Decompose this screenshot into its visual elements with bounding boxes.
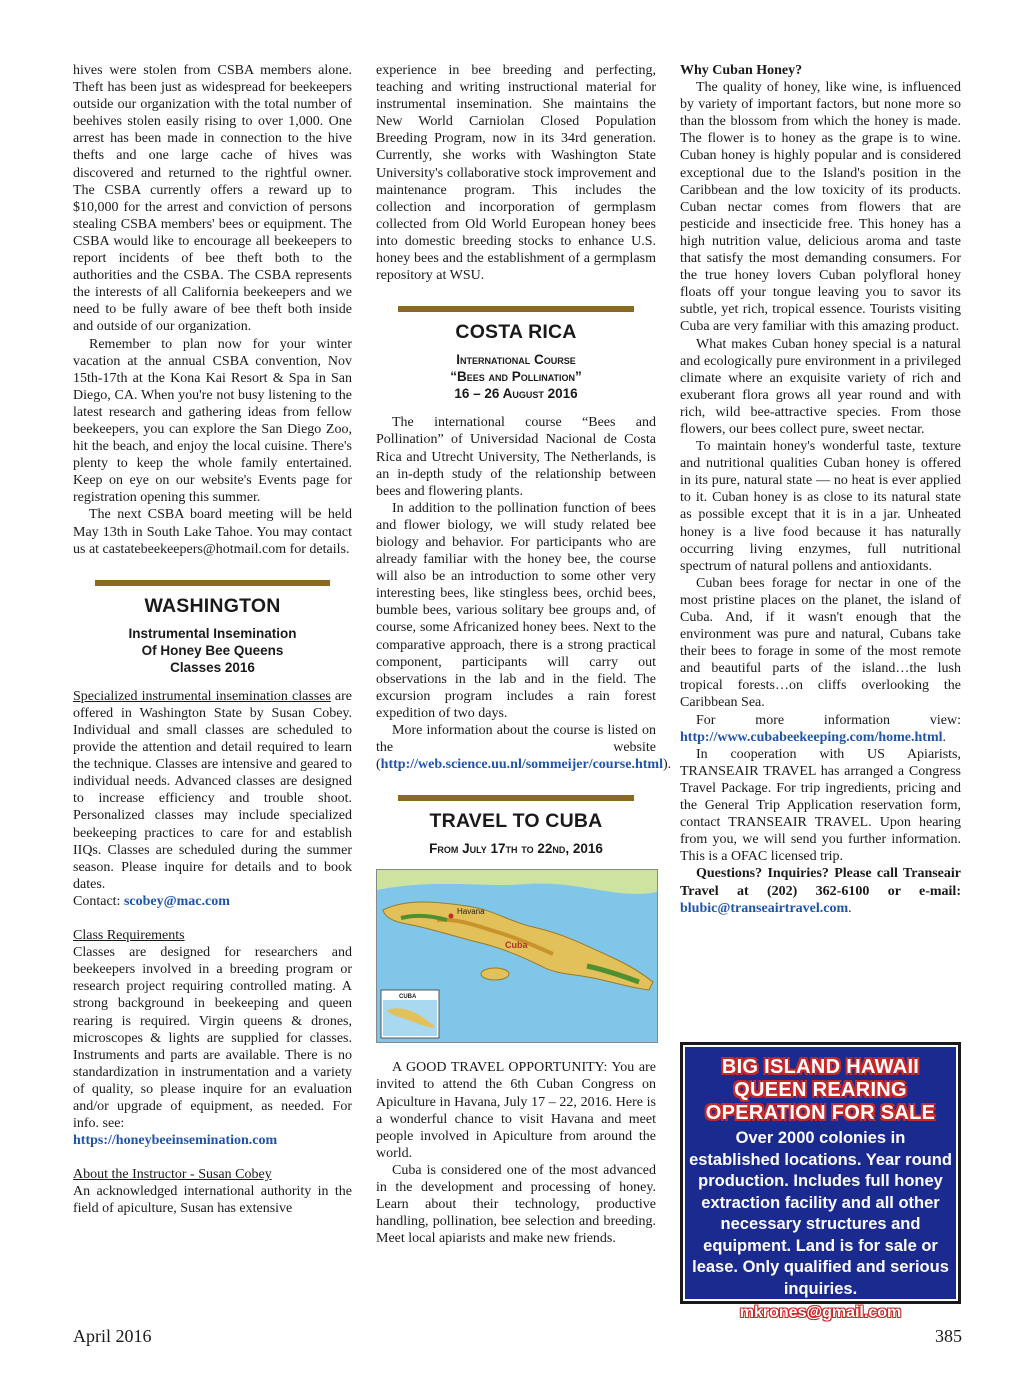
csba-paragraph-1: hives were stolen from CSBA members alone. Theft has been just as widespread for beekeepers outside our organization with the total number of beehives stolen easily rising to over 1,000. One arrest has been made in connection to the hive thefts and one large cache of hives was discovered and returned to the rightful owner. The CSBA currently offers a reward up to $10,000 for the arrest and conviction of persons stealing CSBA members' bees or equipment. The CSBA would like to encourage all beekeepers to report incidents of bee theft both to the authorities and the CSBA. The CSBA represents the interests of all California beekeepers and we need to be fully aware of bee theft both inside and outside of our organization. <box>73 63 352 335</box>
costa-rica-title: COSTA RICA <box>455 321 577 344</box>
ad-headline-2: QUEEN REARING <box>734 1079 907 1101</box>
csba-paragraph-2: Remember to plan now for your winter vacation at the annual CSBA convention, Nov 15th-17th at the Kona Kai Resort & Spa in San Diego, CA. When you're not busy listening to the latest research and gathering ideas from fellow beekeepers, you can explore the San Diego Zoo, hit the beach, and enjoy the local cuisine. There's plenty to keep the whole family entertained. Keep on eye on our website's Events page for registration opening this summer. <box>73 336 352 506</box>
hawaii-queen-rearing-ad <box>680 1042 961 1321</box>
ad-email[interactable]: mkrones@gmail.com <box>739 1304 902 1321</box>
contact-email-link[interactable]: scobey@mac.com <box>123 893 230 909</box>
costa-course-link[interactable]: http://web.science.uu.nl/sommeijer/course.html <box>380 757 663 773</box>
insemination-website-link[interactable]: https://honeybeeinsemination.com <box>73 1133 278 1149</box>
cuba-paragraph-1: A GOOD TRAVEL OPPORTUNITY: You are invited to attend the 6th Cuban Congress on Apiculture in Havana, July 17 – 22, 2016. Here is a wonderful chance to visit Havana and meet people involved in Apiculture from around the world. <box>376 1060 656 1161</box>
footer-date: April 2016 <box>73 1326 152 1346</box>
washington-subtitle: Instrumental Insemination Of Honey Bee Queens Classes 2016 <box>128 625 297 675</box>
inquiries-text: Questions? Inquiries? Please call Transeair Travel at (202) 362-6100 or e-mail: <box>680 866 961 899</box>
costa-paragraph-1: The international course “Bees and Pollination” of Universidad Nacional de Costa Rica and Utrecht University, The Netherlands, is an in-depth study of the relationship between bees and flowering plants. <box>376 415 656 499</box>
section-rule <box>398 306 634 312</box>
ad-headline-3: OPERATION FOR SALE <box>705 1102 936 1124</box>
instructor-text: An acknowledged international authority in the field of apiculture, Susan has extensive <box>73 1184 352 1217</box>
cuba-subtitle: From July 17th to 22nd, 2016 <box>429 841 603 857</box>
section-rule <box>95 580 330 586</box>
costa-sub-line-2: “Bees and Pollination” <box>450 369 582 385</box>
column-2 <box>376 62 672 1247</box>
csba-paragraph-3: The next CSBA board meeting will be held May 13th in South Lake Tahoe. You may contact us at castatebeekeepers@hotmail.com for details. <box>73 507 352 557</box>
ad-body-text: Over 2000 colonies in established locations. Year round production. Includes full honey extraction facility and all other necessary structures and equipment. Land is for sale or lease. Only qualified and serious inquiries. <box>689 1129 952 1298</box>
cuban-honey-paragraph-1: The quality of honey, like wine, is influenced by variety of important factors, but none more so than the blossom from which the honey is made. The flower is to honey as the grape is to wine. Cuban honey is highly popular and is considered exceptional due to the Island's position in the Caribbean and the low toxicity of its products. Cuban nectar comes from flowers that are pesticide and insecticide free. This honey has a high nutrition value, delicious aroma and taste that satisfy the most demanding consumers. For the true honey lovers Cuban polyfloral honey floats off your tongue leaving you to savor its subtle, yet rich, tropical essence. Tourists visiting Cuba are very familiar with this amazing product. <box>680 80 961 335</box>
costa-paragraph-2: In addition to the pollination function of bees and flower biology, we will study related bee biology and behavior. For participants who are already familiar with the honey bee, the course will also be an introduction to some other very interesting bees, like stingless bees, orchid bees, bumble bees, various solitary bee groups and, of course, some Africanized honey bees. Next to the comparative approach, there is a strong practical component, participants will carry out observations in the lab and in the field. The excursion program includes a rain forest expedition of two days. <box>376 500 656 721</box>
washington-intro <box>73 688 352 893</box>
cuban-honey-paragraph-3: To maintain honey's wonderful taste, texture and nutritional qualities Cuban honey is offered in its pure, natural state — no heat is ever applied to it. Cuban honey is as close to its natural state as possible except that it is in a jar. Unheated honey is a live food because it has naturally occurring living enzymes, full nutritional spectrum of natural pollens and antioxidants. <box>680 439 961 574</box>
transeair-email-link[interactable]: blubic@transeairtravel.com <box>680 900 849 916</box>
costa-sub-line-1: International Course <box>456 352 576 368</box>
costa-paragraph-3 <box>376 722 672 773</box>
more-info-suffix: . <box>942 729 946 745</box>
map-inset-label: CUBA <box>399 994 417 1001</box>
instructor-heading: About the Instructor - Susan Cobey <box>73 1167 272 1183</box>
ad-headline-1: BIG ISLAND HAWAII <box>721 1056 920 1078</box>
column-1 <box>73 62 352 1218</box>
inquiries-suffix: . <box>848 900 852 916</box>
instructor-text-continued: experience in bee breeding and perfecting, teaching and writing instructional material for instrumental insemination. She maintains the New World Carniolan Closed Population Breeding Program, now in its 34rd generation. Currently, she works with Washington State University's collaborative stock improvement and maintenance program. This includes the collection and incorporation of germplasm collected from Old World European honey bees into domestic breeding stocks to enhance U.S. honey bees and the establishment of a germplasm repository at WSU. <box>376 63 656 284</box>
class-requirements-heading: Class Requirements <box>73 928 185 944</box>
cuban-honey-paragraph-2: What makes Cuban honey special is a natural and ecologically pure environment in a privileged climate where an exquisite variety of rich and exuberant flora grows all year round and with rich, wild bee-attractive species. From those flowers, our bees collect pure, sweet nectar. <box>680 336 961 437</box>
washington-title: WASHINGTON <box>144 594 281 617</box>
costa-link-prefix: More information about the course is listed on the website ( <box>376 723 656 773</box>
cuba-beekeeping-link[interactable]: http://www.cubabeekeeping.com/home.html <box>680 729 943 745</box>
washington-intro-underlined: Specialized instrumental insemination classes <box>73 688 331 704</box>
page-number: 385 <box>935 1326 962 1346</box>
washington-intro-text: are offered in Washington State by Susan Cobey. Individual and small classes are scheduled to provide the attention and detail required to learn the technique. Classes are intensive and geared to individual needs. Advanced classes are designed to increase efficiency and trouble shoot. Personalized classes may include specialized beekeeping practices to care for and establish IIQs. Classes are scheduled during the summer season. Please inquire for details and to book dates. <box>73 688 352 892</box>
cuba-map-image <box>376 869 658 1043</box>
costa-link-suffix: ). <box>662 757 672 773</box>
cuban-honey-heading: Why Cuban Honey? <box>680 63 803 78</box>
column-3 <box>680 62 961 917</box>
cuba-title: TRAVEL TO CUBA <box>429 810 603 833</box>
cuba-paragraph-2: Cuba is considered one of the most advanced in the development and processing of honey. Learn about their technology, productive handling, pollination, bee selection and breeding. Meet local apiarists and make new friends. <box>376 1162 656 1247</box>
class-requirements-text: Classes are designed for researchers and beekeepers involved in a breeding program or research project requiring controlled mating. A strong background in beekeeping and queen rearing is required. Virgin queens & drones, microscopes & lights are supplied for classes. Instruments and parts are available. There is no standardization in instrumentation and a variety of quality, so please inquire for an evaluation and/or upgrade of equipment, as needed. For info. see: <box>73 945 352 1132</box>
costa-sub-line-3: 16 – 26 August 2016 <box>454 386 578 402</box>
washington-contact <box>73 893 352 910</box>
cuban-honey-paragraph-4: Cuban bees forage for nectar in one of the most pristine places on the planet, the island of Cuba. And, if it wasn't enough that the environment was pure and natural, Cubans take their bees to forage in some of the most remote and beautiful parts of the island…the lush tropical forests…on cliffs overlooking the Caribbean Sea. <box>680 575 961 711</box>
map-label-havana: Havana <box>457 907 485 917</box>
cuban-honey-paragraph-5 <box>680 712 961 746</box>
costa-rica-subtitle <box>376 351 656 402</box>
section-rule <box>398 795 634 801</box>
more-info-label: For more information view: <box>696 712 961 728</box>
inquiries-paragraph <box>680 865 961 916</box>
cuban-honey-paragraph-6: In cooperation with US Apiarists, TRANSEAIR TRAVEL has arranged a Congress Travel Package. For trip ingredients, pricing and the General Trip Application reservation form, contact TRANSEAIR TRAVEL. Upon hearing from you, we will send you further information. This is a OFAC licensed trip. <box>680 746 961 865</box>
contact-label: Contact: <box>73 893 124 909</box>
map-label-cuba: Cuba <box>505 940 528 951</box>
